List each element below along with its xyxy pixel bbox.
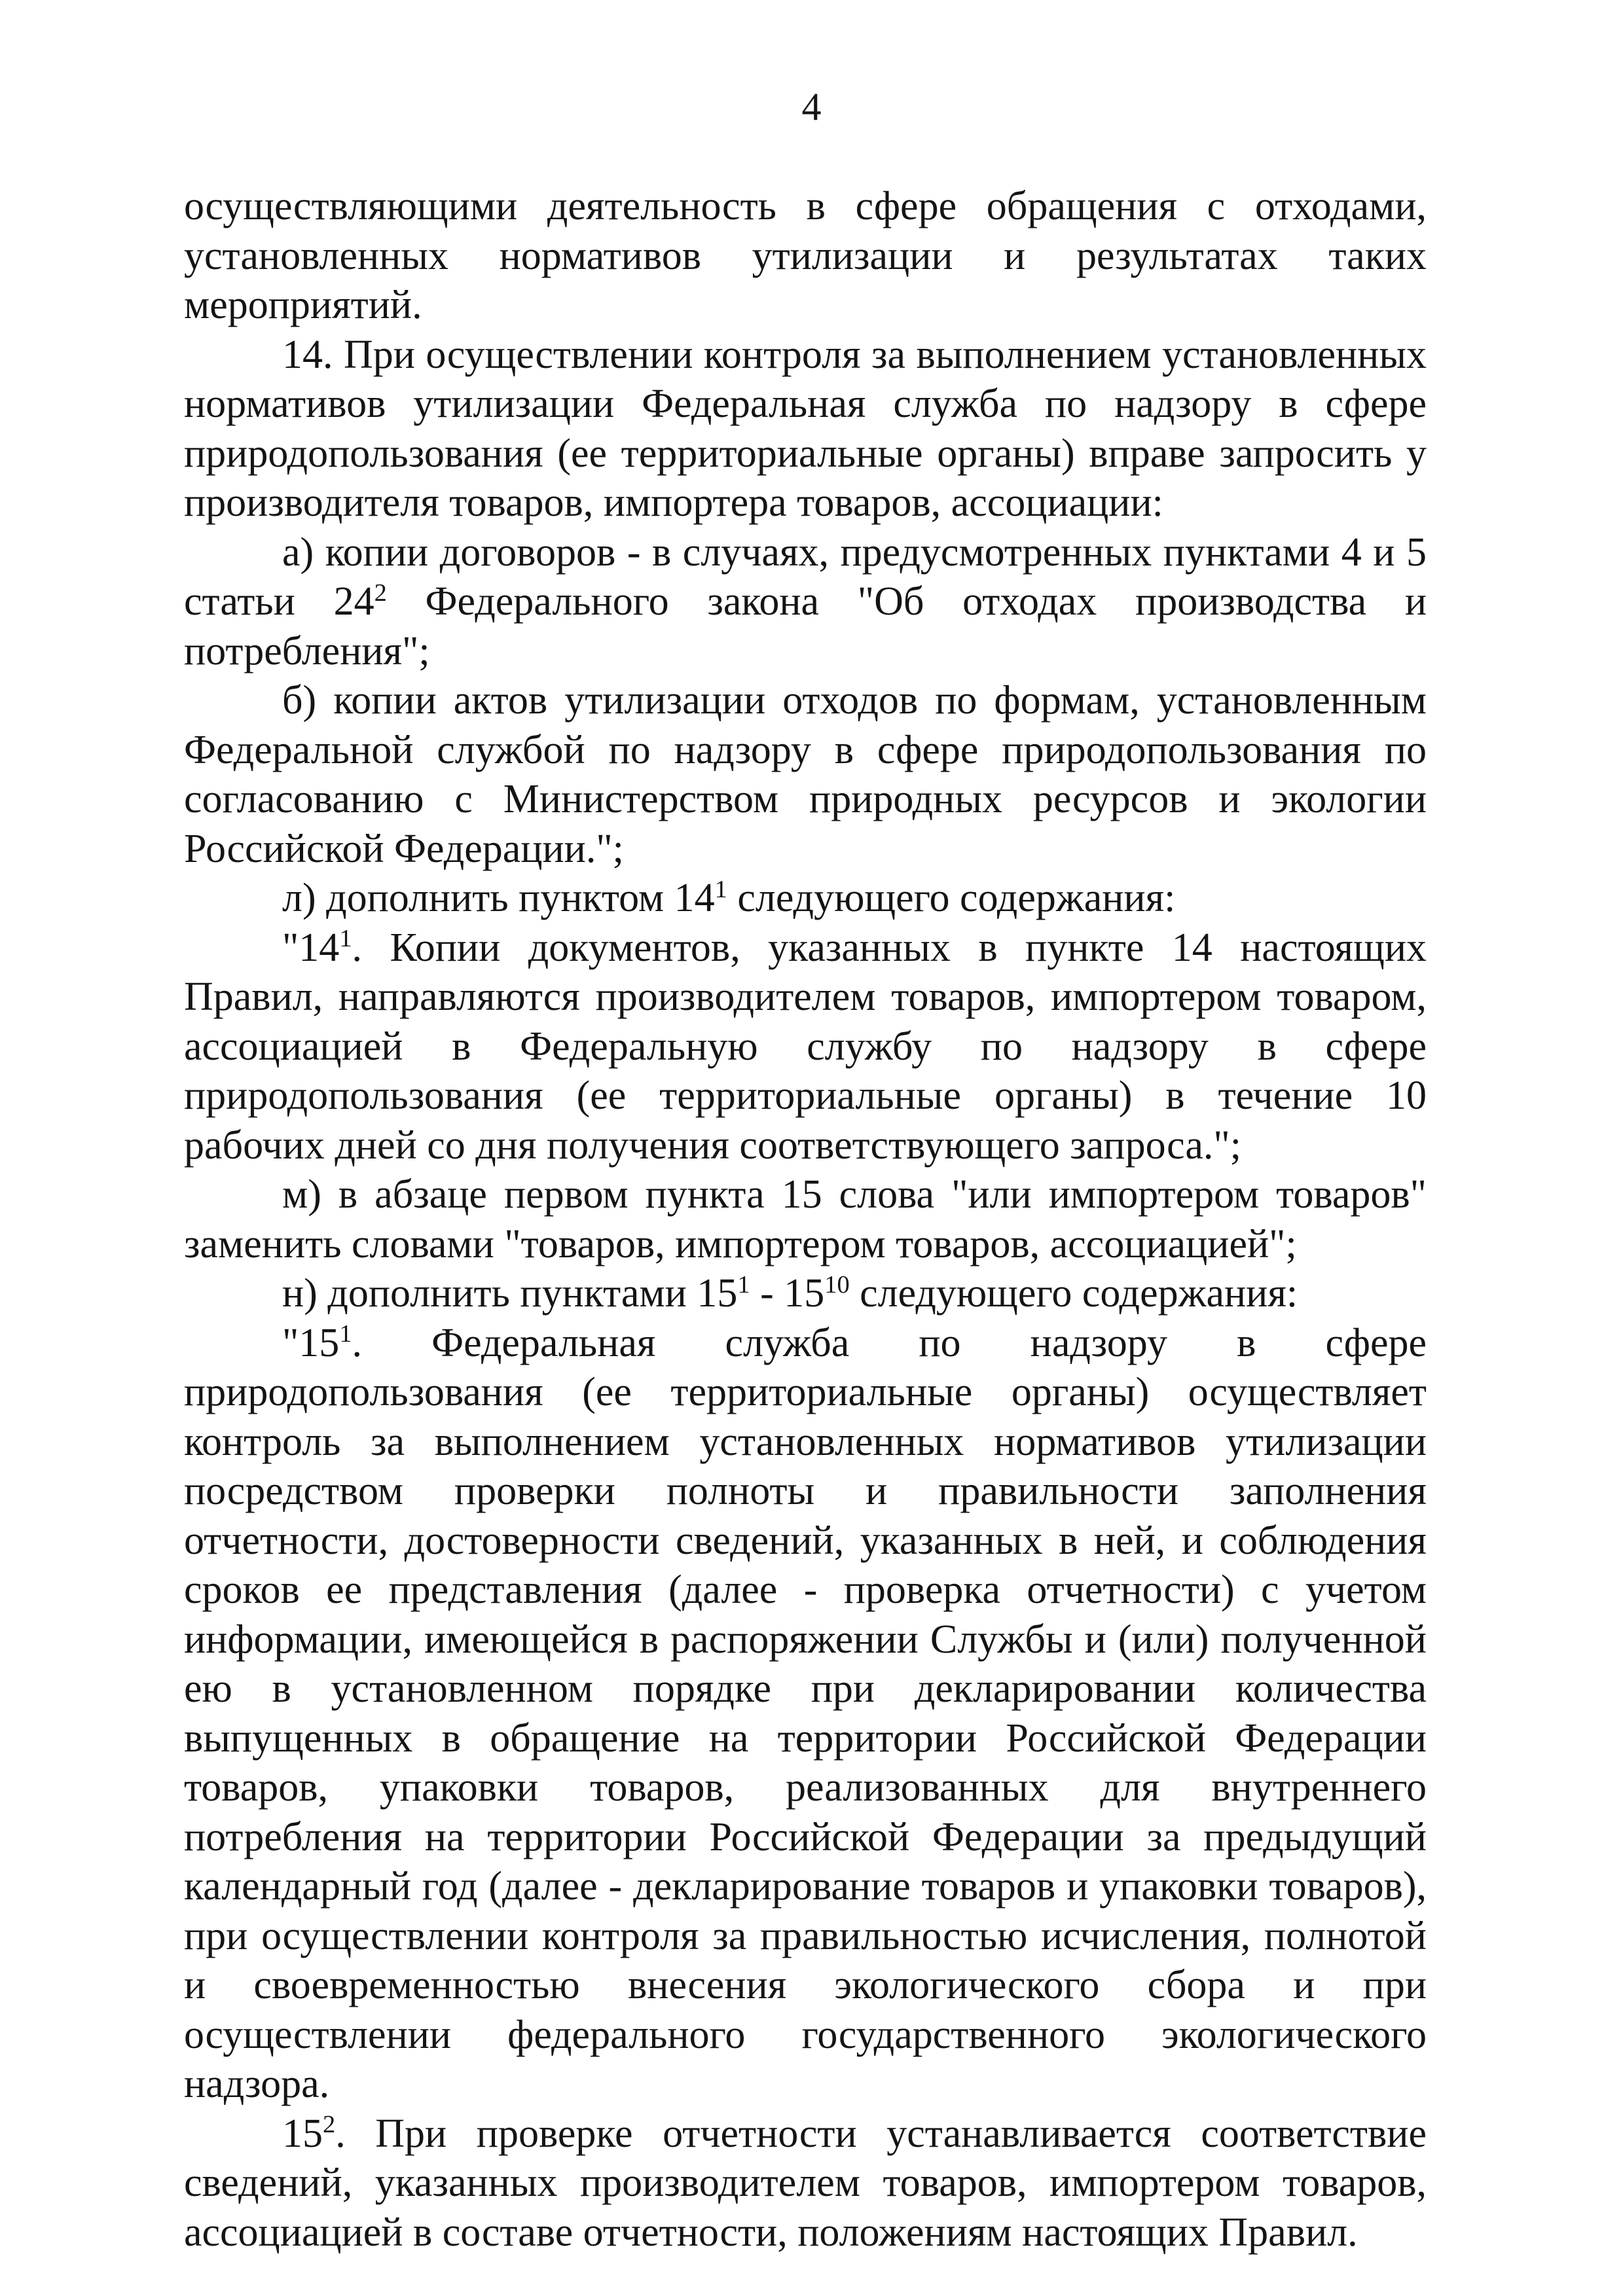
paragraph-text: а) копии договоров - в случаях, предусмотренных пунктами 4 и 5 статьи 24 [184,529,1427,624]
paragraph-text: л) дополнить пунктом 14 [282,876,715,920]
paragraph-text: . Копии документов, указанных в пункте 14 настоящих Правил, направляются производителем товаров, импортером товаром, ассоциацией в Федеральную службу по надзору в сфере природопользования (ее территориальные органы) в течение 10 рабочих дней со дня получения соответствующего запроса."; [184,925,1427,1168]
superscript: 1 [714,875,727,903]
subitem-m [184,1170,1427,1269]
superscript: 1 [339,1320,352,1348]
subitem-n [184,1269,1427,1319]
paragraph-item-15-1 [184,1319,1427,2109]
paragraph-item-14-1 [184,924,1427,1171]
paragraph-text: Федерального закона "Об отходах производства и потребления"; [184,579,1427,673]
paragraph-item-14 [184,331,1427,528]
paragraph-text: следующего содержания: [849,1271,1298,1316]
paragraph-text: "14 [282,925,340,970]
superscript: 10 [824,1270,850,1299]
document-body [184,182,1427,2257]
subitem-b [184,676,1427,874]
superscript: 1 [737,1270,750,1299]
superscript: 2 [323,2111,336,2139]
paragraph-text: осуществляющими деятельность в сфере обращения с отходами, установленных нормативов утилизации и результатах таких мероприятий. [184,184,1427,327]
superscript: 2 [374,579,387,607]
paragraph-text: . Федеральная служба по надзору в сфере природопользования (ее территориальные органы) осуществляет контроль за выполнением установленных нормативов утилизации посредством проверки полноты и правильности заполнения отчетности, достоверности сведений, указанных в ней, и соблюдения сроков ее представления (далее - проверка отчетности) с учетом информации, имеющейся в распоряжении Службы и (или) полученной ею в установленном порядке при декларировании количества выпущенных в обращение на территории Российской Федерации товаров, упаковки товаров, реализованных для внутреннего потребления на территории Российской Федерации за предыдущий календарный год (далее - декларирование товаров и упаковки товаров), при осуществлении контроля за правильностью исчисления, полнотой и своевременностью внесения экологического сбора и при осуществлении федерального государственного экологического надзора. [184,1320,1427,2106]
paragraph-text: . При проверке отчетности устанавливается соответствие сведений, указанных производителем товаров, импортером товаров, ассоциацией в составе отчетности, положениям настоящих Правил. [184,2111,1427,2255]
paragraph-text: 15 [282,2111,323,2156]
paragraph-item-15-2 [184,2109,1427,2258]
paragraph-text: - 15 [750,1271,825,1316]
paragraph-text: 14. При осуществлении контроля за выполнением установленных нормативов утилизации Федеральная служба по надзору в сфере природопользования (ее территориальные органы) вправе запросить у производителя товаров, импортера товаров, ассоциации: [184,332,1427,525]
subitem-l [184,874,1427,924]
paragraph-text: "15 [282,1320,340,1365]
paragraph-text: н) дополнить пунктами 15 [282,1271,738,1316]
paragraph-text: б) копии актов утилизации отходов по формам, установленным Федеральной службой по надзору в сфере природопользования по согласованию с Министерством природных ресурсов и экологии Российской Федерации."; [184,678,1427,871]
subitem-a [184,528,1427,677]
page-number: 4 [801,85,822,128]
paragraph-text: м) в абзаце первом пункта 15 слова "или импортером товаров" заменить словами "товаров, импортером товаров, ассоциацией"; [184,1172,1427,1266]
superscript: 1 [339,925,352,953]
paragraph-continuation [184,182,1427,331]
paragraph-text: следующего содержания: [727,876,1176,920]
